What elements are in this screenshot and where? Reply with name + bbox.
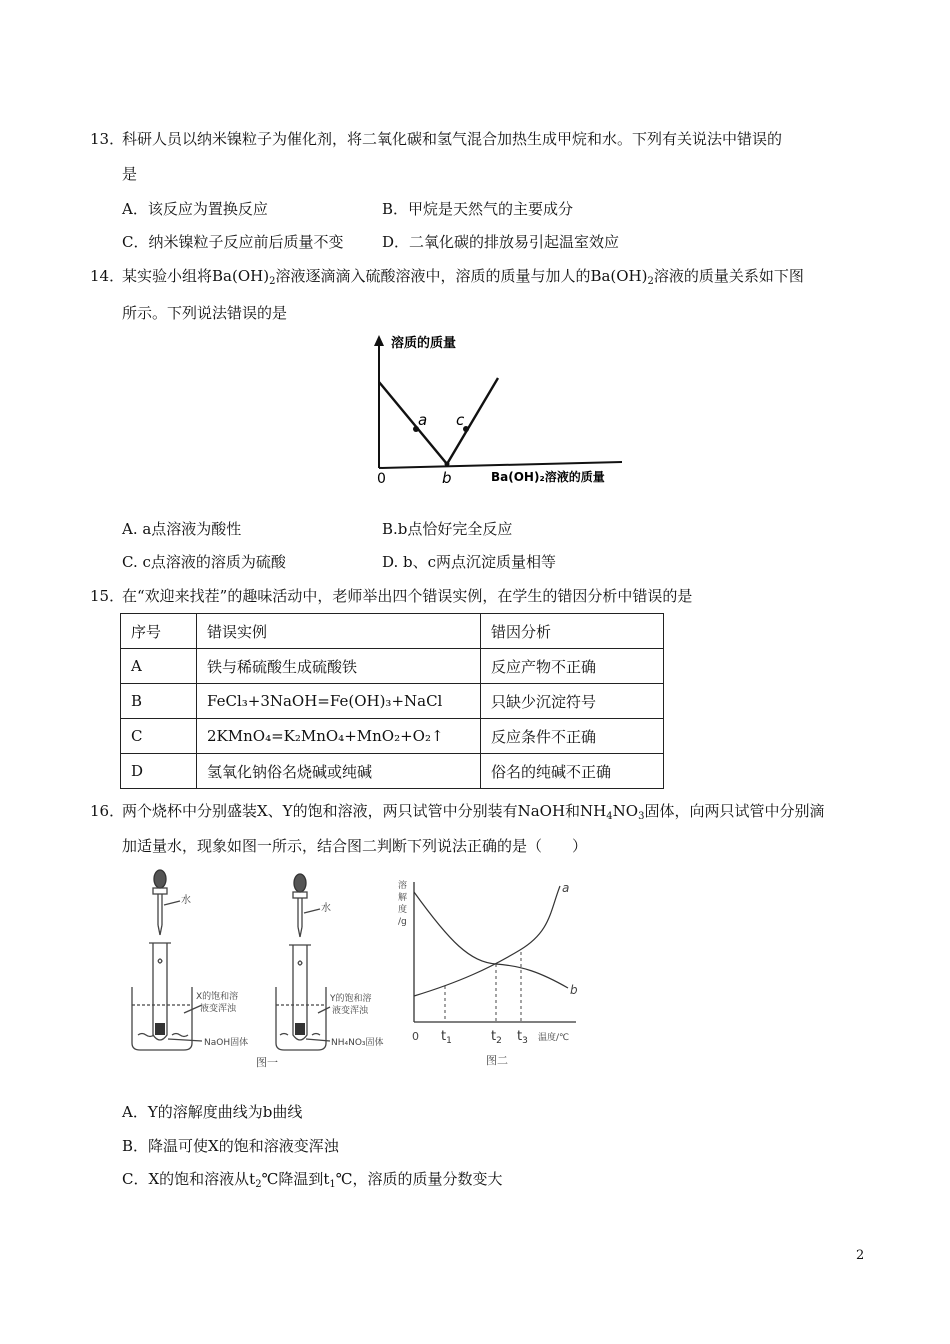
q15-number: 15． — [90, 587, 125, 605]
table-header-cell: 错误实例 — [197, 614, 481, 649]
q14-option-a: A. a点溶液为酸性 — [122, 520, 242, 538]
table-header-row — [121, 614, 664, 649]
fig2-t1: $t_1$ — [441, 1029, 452, 1046]
fig1-caption: 图一 — [256, 1056, 278, 1069]
q13-stem-line2: 是 — [122, 165, 138, 183]
q14-y-arrow — [374, 335, 384, 346]
q14-label-b: b — [442, 469, 452, 487]
q14-option-c: C. c点溶液的溶质为硫酸 — [122, 553, 286, 571]
q16-option-b: B．降温可使X的饱和溶液变浑浊 — [122, 1137, 339, 1155]
table-cell-example: 铁与稀硫酸生成硫酸铁 — [197, 649, 481, 684]
table-cell-analysis: 反应产物不正确 — [481, 649, 664, 684]
table-cell-analysis: 俗名的纯碱不正确 — [481, 754, 664, 789]
q14-curve — [379, 378, 498, 464]
q13-option-b: B．甲烷是天然气的主要成分 — [382, 200, 574, 218]
q13-option-c: C．纳米镍粒子反应前后质量不变 — [122, 233, 344, 251]
q14-graph — [360, 330, 630, 490]
table-header-cell: 序号 — [121, 614, 197, 649]
q13-stem-line1: 科研人员以纳米镍粒子为催化剂，将二氧化碳和氢气混合加热生成甲烷和水。下列有关说法中错误的 — [122, 130, 783, 148]
table-cell-id: A — [121, 649, 197, 684]
table-row — [121, 754, 664, 789]
table-cell-example: 氢氧化钠俗名烧碱或纯碱 — [197, 754, 481, 789]
table-cell-id: B — [121, 684, 197, 719]
fig2-label-a: a — [562, 881, 570, 895]
table-cell-analysis: 只缺少沉淀符号 — [481, 684, 664, 719]
fig2-y-label-3: 度 — [398, 905, 408, 915]
q13-option-d: D．二氧化碳的排放易引起温室效应 — [382, 233, 620, 251]
q14-x-label: Ba(OH)₂溶液的质量 — [491, 470, 605, 484]
table-row — [121, 649, 664, 684]
fig1-beaker2-solid: NH₄NO₃固体 — [331, 1038, 384, 1048]
q14-stem-line1: 某实验小组将$Ba(OH)_2$溶液逐滴滴入硫酸溶液中，溶质的质量与加人的$Ba(OH)_2$溶液的质量关系如下图 — [122, 267, 804, 287]
q14-stem-line2: 所示。下列说法错误的是 — [122, 304, 288, 322]
fig2-y-label-1: 溶 — [398, 881, 408, 891]
q16-option-a: A．Y的溶解度曲线为b曲线 — [122, 1103, 303, 1121]
q14-y-label: 溶质的质量 — [391, 336, 457, 351]
fig2-origin: 0 — [412, 1030, 419, 1043]
q16-number: 16． — [90, 802, 125, 820]
fig2-x-label: 温度/℃ — [538, 1033, 570, 1043]
fig1-beaker1-line1: X的饱和溶 — [196, 992, 239, 1002]
q16-figure1 — [128, 865, 398, 1075]
fig2-caption: 图二 — [486, 1054, 508, 1067]
fig2-curve-b — [414, 892, 568, 988]
nh4no3-solid — [295, 1023, 305, 1035]
q14-option-b: B.b点恰好完全反应 — [382, 520, 513, 538]
fig2-t2: $t_2$ — [491, 1029, 502, 1046]
q16-stem-line1: 两个烧杯中分别盛装X、Y的饱和溶液，两只试管中分别装有NaOH和$NH_4NO_3$固体，向两只试管中分别滴 — [122, 802, 825, 822]
fig2-y-label-2: 解 — [398, 893, 408, 903]
table-cell-example: FeCl₃+3NaOH=Fe(OH)₃+NaCl — [197, 684, 481, 719]
fig2-label-b: b — [570, 983, 578, 997]
fig2-curve-a — [414, 886, 560, 996]
fig2-t3: $t_3$ — [517, 1029, 528, 1046]
q14-label-a: a — [418, 411, 428, 429]
table-cell-id: D — [121, 754, 197, 789]
table-header-cell: 错因分析 — [481, 614, 664, 649]
q14-point-b — [445, 462, 450, 467]
q16-stem-line2: 加适量水，现象如图一所示，结合图二判断下列说法正确的是（ ） — [122, 837, 588, 855]
q15-stem: 在“欢迎来找茬”的趣味活动中，老师举出四个错误实例，在学生的错因分析中错误的是 — [122, 587, 693, 605]
fig1-water-label-2: 水 — [321, 903, 331, 914]
q14-label-c: c — [456, 411, 465, 429]
fig1-beaker1-solid: NaOH固体 — [204, 1038, 249, 1048]
q13-option-a: A．该反应为置换反应 — [122, 200, 268, 218]
table-cell-id: C — [121, 719, 197, 754]
fig1-beaker1-line2: 液变浑浊 — [200, 1004, 237, 1014]
fig1-beaker2-line1: Y的饱和溶 — [330, 994, 372, 1004]
q14-x-axis — [379, 462, 622, 468]
q13-number: 13． — [90, 130, 125, 148]
q16-figure2 — [390, 872, 590, 1072]
naoh-solid — [155, 1023, 165, 1035]
q14-origin: 0 — [377, 471, 386, 487]
q16-option-c: C．X的饱和溶液从$t_2℃$降温到$t_1℃$，溶质的质量分数变大 — [122, 1170, 503, 1190]
fig2-y-label-4: /g — [398, 917, 407, 927]
q15-table — [120, 613, 664, 789]
fig1-beaker2-line2: 液变浑浊 — [332, 1006, 369, 1016]
page-number: 2 — [856, 1248, 865, 1263]
table-row — [121, 684, 664, 719]
q14-number: 14． — [90, 267, 125, 285]
table-cell-analysis: 反应条件不正确 — [481, 719, 664, 754]
table-row — [121, 719, 664, 754]
q14-option-d: D. b、c两点沉淀质量相等 — [382, 553, 557, 571]
table-cell-example: 2KMnO₄=K₂MnO₄+MnO₂+O₂↑ — [197, 719, 481, 754]
fig1-water-label-1: 水 — [181, 895, 191, 906]
